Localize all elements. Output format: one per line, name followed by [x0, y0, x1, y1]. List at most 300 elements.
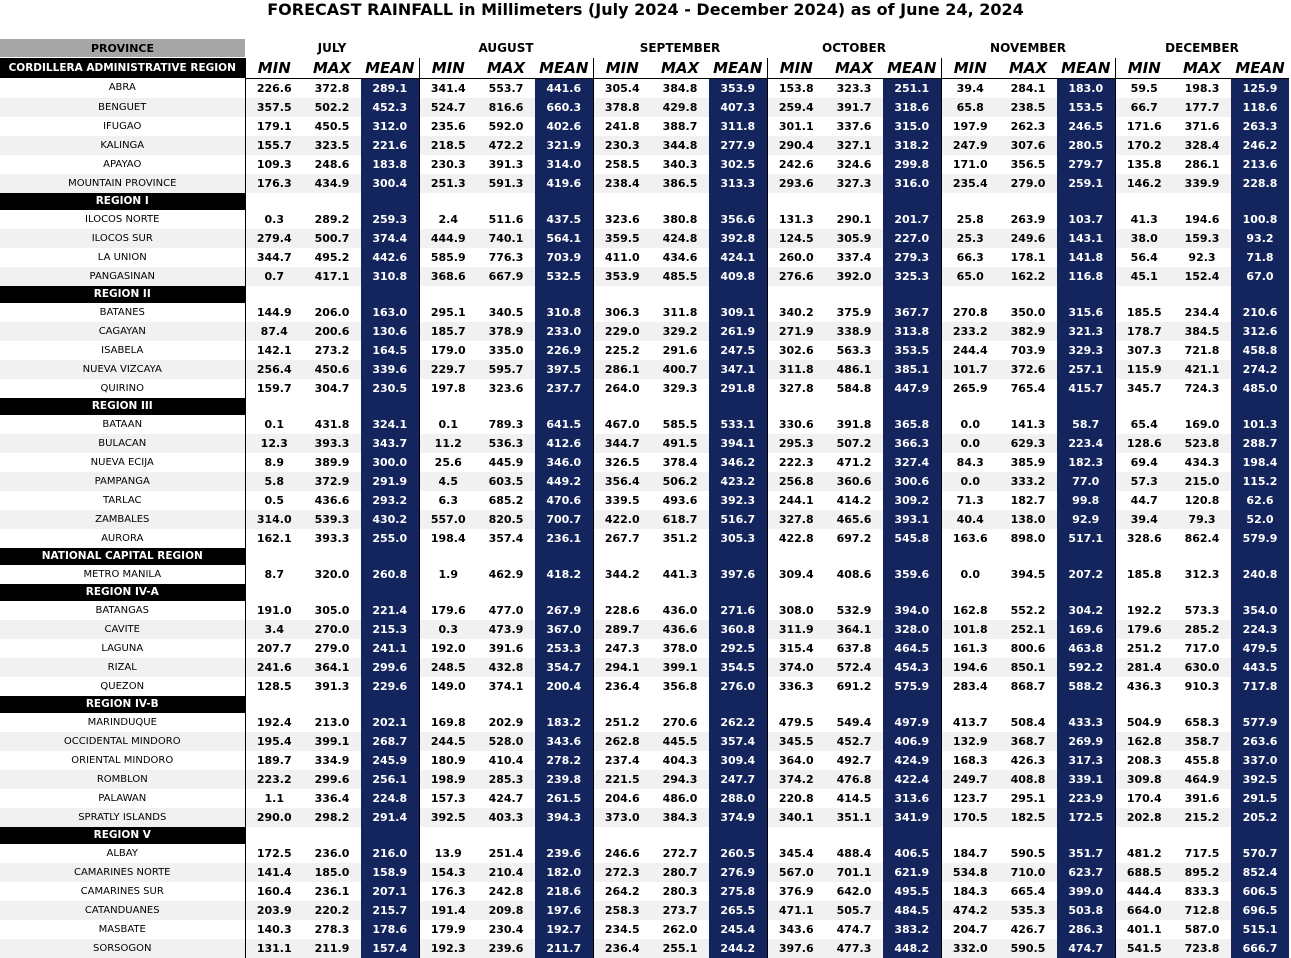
min-value: 142.1: [245, 341, 303, 360]
max-value: 391.3: [314, 679, 350, 693]
max-value: 356.8: [662, 679, 698, 693]
table-row: [0, 322, 1289, 341]
min-value: 131.1: [245, 939, 303, 958]
min-value: 314.0: [245, 510, 303, 529]
mean-value: 183.2: [535, 713, 593, 732]
mean-value: 339.6: [361, 360, 419, 379]
mean-value: 197.6: [535, 901, 593, 920]
province-name: ILOCOS SUR: [0, 229, 245, 248]
spacer-cell: [1115, 548, 1173, 565]
spacer-cell: [361, 584, 419, 601]
min-value: 192.2: [1115, 601, 1173, 620]
mean-value: 221.6: [361, 136, 419, 155]
table-row: [0, 770, 1289, 789]
max-value: 290.1: [836, 212, 872, 226]
min-value: 128.6: [1115, 434, 1173, 453]
max-value: 399.1: [651, 658, 709, 677]
min-value: 557.0: [419, 510, 477, 529]
mean-value: 312.0: [361, 117, 419, 136]
max-value: 436.0: [662, 603, 698, 617]
spacer-cell: [767, 398, 825, 415]
max-value: 592.0: [488, 119, 524, 133]
province-name: OCCIDENTAL MINDORO: [0, 732, 245, 751]
min-value: 192.4: [245, 713, 303, 732]
mean-value: 240.8: [1231, 565, 1289, 584]
min-value: 241.6: [245, 658, 303, 677]
mean-value: 329.3: [1057, 341, 1115, 360]
max-value: 329.3: [662, 381, 698, 395]
spacer-cell: [593, 696, 651, 713]
max-value: 665.4: [1010, 884, 1046, 898]
min-value: 222.3: [767, 453, 825, 472]
spacer-cell: [999, 827, 1057, 844]
max-value: 378.4: [662, 455, 698, 469]
mean-value: 452.3: [361, 98, 419, 117]
mean-value: 143.1: [1057, 229, 1115, 248]
max-value: 177.7: [1173, 98, 1231, 117]
spacer-cell: [361, 827, 419, 844]
region-row: [0, 286, 1289, 303]
mean-value: 532.5: [535, 267, 593, 286]
min-value: 327.8: [767, 510, 825, 529]
min-value: 327.8: [767, 379, 825, 398]
mean-value: 253.3: [535, 639, 593, 658]
min-value: 146.2: [1115, 174, 1173, 193]
spacer-cell: [245, 548, 303, 565]
max-value: 703.9: [1010, 343, 1046, 357]
max-value: 273.2: [314, 343, 350, 357]
min-value: 397.6: [767, 939, 825, 958]
max-value: 658.3: [1184, 715, 1220, 729]
max-value: 182.7: [1010, 493, 1046, 507]
province-name: AURORA: [101, 532, 144, 544]
table-row: [0, 808, 1289, 827]
month-header: NOVEMBER: [990, 41, 1066, 56]
mean-value: 394.1: [709, 434, 767, 453]
max-value: 79.3: [1173, 510, 1231, 529]
mean-value: 515.1: [1231, 920, 1289, 939]
mean-value: 100.8: [1231, 210, 1289, 229]
spacer-cell: [303, 548, 361, 565]
min-value: 262.8: [593, 732, 651, 751]
spacer-cell: [999, 548, 1057, 565]
spacer-cell: [1231, 398, 1289, 415]
spacer-cell: [303, 696, 361, 713]
spacer-cell: [1173, 398, 1231, 415]
province-name: NUEVA VIZCAYA: [0, 360, 245, 379]
min-value: 172.5: [245, 844, 303, 863]
mean-value: 484.5: [883, 901, 941, 920]
min-value: 4.5: [419, 472, 477, 491]
province-name: TARLAC: [102, 494, 142, 506]
province-name: SPRATLY ISLANDS: [0, 808, 245, 827]
max-value: 474.7: [836, 922, 872, 936]
min-value: 191.0: [245, 601, 303, 620]
province-name: ALBAY: [106, 847, 138, 859]
min-value: 295.3: [767, 434, 825, 453]
max-value: 789.3: [488, 417, 524, 431]
spacer-cell: [709, 286, 767, 303]
mean-value: 564.1: [535, 229, 593, 248]
mean-value: 130.6: [361, 322, 419, 341]
mean-value: 262.2: [709, 713, 767, 732]
spacer-cell: [1231, 584, 1289, 601]
province-name: ABRA: [108, 82, 136, 94]
mean-value: 351.7: [1057, 844, 1115, 863]
min-value: 0.1: [245, 415, 303, 434]
mean-value: 415.7: [1057, 379, 1115, 398]
mean-value: 392.5: [1231, 770, 1289, 789]
max-value: 386.5: [651, 174, 709, 193]
min-value: 170.5: [941, 808, 999, 827]
max-value: 424.8: [651, 229, 709, 248]
mean-value: 353.9: [709, 78, 767, 98]
mean-value: 359.6: [883, 565, 941, 584]
min-value: 153.8: [767, 78, 825, 98]
min-value: 71.3: [941, 491, 999, 510]
table-row: [0, 882, 1289, 901]
max-value: 740.1: [477, 229, 535, 248]
min-value: 471.1: [767, 901, 825, 920]
min-value: 184.3: [941, 882, 999, 901]
spacer-cell: [303, 286, 361, 303]
mean-value: 224.8: [361, 789, 419, 808]
mean-value: 239.6: [535, 844, 593, 863]
min-value: 132.9: [941, 732, 999, 751]
max-value: 336.4: [314, 791, 350, 805]
mean-value: 394.3: [535, 808, 593, 827]
min-value: 264.0: [593, 379, 651, 398]
max-value: 255.1: [651, 939, 709, 958]
min-value: 109.3: [245, 155, 303, 174]
min-value: 131.3: [767, 210, 825, 229]
mean-value: 182.3: [1057, 453, 1115, 472]
mean-value: 424.9: [883, 751, 941, 770]
max-value: 138.0: [999, 510, 1057, 529]
spacer-cell: [1115, 286, 1173, 303]
mean-value: 353.5: [883, 341, 941, 360]
min-value: 39.4: [941, 78, 999, 98]
min-value: 504.9: [1115, 713, 1173, 732]
spacer-cell: [825, 696, 883, 713]
spacer-cell: [1231, 193, 1289, 210]
spacer-cell: [883, 398, 941, 415]
region-row: [0, 398, 1289, 415]
max-value: 421.1: [1173, 360, 1231, 379]
min-value: 38.0: [1115, 229, 1173, 248]
max-value: 304.7: [314, 381, 350, 395]
min-value: 1.1: [245, 789, 303, 808]
spacer-cell: [767, 696, 825, 713]
mean-value: 259.3: [361, 210, 419, 229]
region-name: REGION V: [0, 827, 245, 844]
max-value: 374.1: [488, 679, 524, 693]
min-value: 311.8: [767, 360, 825, 379]
mean-value: 402.6: [535, 117, 593, 136]
region-row: [0, 584, 1289, 601]
table-row: [0, 529, 1289, 548]
spacer-cell: [999, 696, 1057, 713]
max-value: 230.4: [488, 922, 524, 936]
min-value: 135.8: [1115, 155, 1173, 174]
spacer-cell: [361, 398, 419, 415]
max-value: 492.7: [836, 753, 872, 767]
mean-value: 210.6: [1231, 303, 1289, 322]
max-value: 833.3: [1184, 884, 1220, 898]
mean-value: 278.2: [535, 751, 593, 770]
max-value: 462.9: [488, 567, 524, 581]
mean-value: 276.9: [709, 863, 767, 882]
spacer-cell: [941, 827, 999, 844]
province-name: ISABELA: [101, 344, 144, 356]
mean-value: 346.0: [535, 453, 593, 472]
spacer-cell: [245, 286, 303, 303]
mean-value: 99.8: [1057, 491, 1115, 510]
spacer-cell: [999, 193, 1057, 210]
spacer-cell: [825, 584, 883, 601]
max-value: 120.8: [1184, 493, 1220, 507]
mean-value: 267.9: [535, 601, 593, 620]
min-value: 65.0: [941, 267, 999, 286]
mean-value: 383.2: [883, 920, 941, 939]
mean-value: 441.6: [535, 78, 593, 98]
table-row: [0, 510, 1289, 529]
mean-value: 215.3: [361, 620, 419, 639]
spacer-cell: [245, 827, 303, 844]
min-value: 256.4: [245, 360, 303, 379]
min-value: 179.6: [419, 601, 477, 620]
max-value: 868.7: [1010, 679, 1046, 693]
min-value: 422.0: [593, 510, 651, 529]
mean-value: 464.5: [883, 639, 941, 658]
spacer-cell: [651, 827, 709, 844]
min-value: 260.0: [767, 248, 825, 267]
mean-value: 286.3: [1057, 920, 1115, 939]
max-value: 334.9: [314, 753, 350, 767]
spacer-cell: [883, 584, 941, 601]
min-value: 289.7: [593, 620, 651, 639]
mean-value: 346.2: [709, 453, 767, 472]
mean-value: 115.2: [1231, 472, 1289, 491]
max-value: 324.6: [836, 157, 872, 171]
mean-value: 183.8: [361, 155, 419, 174]
mean-value: 202.1: [361, 713, 419, 732]
mean-value: 533.1: [709, 415, 767, 434]
max-value: 471.2: [836, 455, 872, 469]
mean-value: 116.8: [1057, 267, 1115, 286]
mean-value: 52.0: [1231, 510, 1289, 529]
region-row: [0, 548, 1289, 565]
spacer-cell: [1057, 584, 1115, 601]
max-value: 603.5: [477, 472, 535, 491]
max-value: 721.8: [1184, 343, 1220, 357]
min-value: 326.5: [593, 453, 651, 472]
max-value: 573.3: [1184, 603, 1220, 617]
table-row: [0, 303, 1289, 322]
province-name: PALAWAN: [98, 792, 147, 804]
spacer-cell: [651, 584, 709, 601]
mean-value: 309.1: [709, 303, 767, 322]
spacer-cell: [535, 286, 593, 303]
month-header: JULY: [317, 41, 347, 56]
spacer-cell: [245, 584, 303, 601]
mean-value: 67.0: [1231, 267, 1289, 286]
min-value: 5.8: [245, 472, 303, 491]
mean-value: 575.9: [883, 677, 941, 696]
mean-value: 230.5: [361, 379, 419, 398]
spacer-cell: [535, 827, 593, 844]
max-value: 162.2: [999, 267, 1057, 286]
max-value: 414.5: [836, 791, 872, 805]
max-value: 248.6: [314, 157, 350, 171]
min-value: 160.4: [245, 882, 303, 901]
max-value: 820.5: [477, 510, 535, 529]
table-row: [0, 472, 1289, 491]
max-value: 476.8: [825, 770, 883, 789]
min-value: 185.8: [1115, 565, 1173, 584]
max-value: 289.2: [314, 212, 350, 226]
min-value: 236.4: [593, 939, 651, 958]
max-value: 236.1: [314, 884, 350, 898]
min-value: 270.8: [941, 303, 999, 322]
min-value: 159.7: [245, 379, 303, 398]
max-value: 152.4: [1173, 267, 1231, 286]
max-value: 249.6: [999, 229, 1057, 248]
min-value: 192.3: [419, 939, 477, 958]
table-row: [0, 601, 1289, 620]
max-value: 272.7: [662, 846, 698, 860]
max-value: 552.2: [1010, 603, 1046, 617]
min-value: 198.4: [419, 529, 477, 548]
max-value: 629.3: [999, 434, 1057, 453]
min-value: 309.8: [1115, 770, 1173, 789]
min-value: 302.6: [767, 341, 825, 360]
max-value: 333.2: [999, 472, 1057, 491]
spacer-cell: [1173, 193, 1231, 210]
max-value: 488.4: [836, 846, 872, 860]
min-value: 221.5: [593, 770, 651, 789]
mean-value: 300.4: [361, 174, 419, 193]
max-value: 238.5: [999, 98, 1057, 117]
max-value: 410.4: [488, 753, 524, 767]
table-row: [0, 434, 1289, 453]
max-value: 394.5: [1010, 567, 1046, 581]
spacer-cell: [941, 696, 999, 713]
province-name: CATANDUANES: [0, 901, 245, 920]
mean-value: 311.8: [709, 117, 767, 136]
max-value: 595.7: [477, 360, 535, 379]
min-value: 236.4: [593, 677, 651, 696]
mean-value: 62.6: [1231, 491, 1289, 510]
min-value: 179.1: [245, 117, 303, 136]
spacer-cell: [825, 827, 883, 844]
min-value: 179.9: [419, 920, 477, 939]
min-value: 276.6: [767, 267, 825, 286]
max-value: 637.8: [836, 641, 872, 655]
min-value: 271.9: [767, 322, 825, 341]
mean-value: 92.9: [1057, 510, 1115, 529]
spacer-cell: [941, 193, 999, 210]
rainfall-table: [0, 39, 1289, 958]
min-value: 373.0: [593, 808, 651, 827]
mean-value: 256.1: [361, 770, 419, 789]
mean-value: 423.2: [709, 472, 767, 491]
min-value: 176.3: [419, 882, 477, 901]
max-value: 262.0: [662, 922, 698, 936]
min-value: 265.9: [941, 379, 999, 398]
min-value: 534.8: [941, 863, 999, 882]
mean-value: 288.7: [1231, 434, 1289, 453]
mean-value: 291.8: [709, 379, 767, 398]
min-value: 84.3: [941, 453, 999, 472]
max-value: 486.1: [825, 360, 883, 379]
mean-value: 700.7: [535, 510, 593, 529]
mean-value: 58.7: [1057, 415, 1115, 434]
table-row: [0, 677, 1289, 696]
spacer-cell: [767, 193, 825, 210]
mean-value: 261.9: [709, 322, 767, 341]
spacer-cell: [825, 286, 883, 303]
mean-value: 280.5: [1057, 136, 1115, 155]
spacer-cell: [419, 398, 477, 415]
min-value: 45.1: [1115, 267, 1173, 286]
spacer-cell: [999, 398, 1057, 415]
province-name: BATANGAS: [95, 604, 149, 616]
mean-value: 394.0: [883, 601, 941, 620]
min-value: 184.7: [941, 844, 999, 863]
max-value: 434.6: [662, 250, 698, 264]
min-value: 57.3: [1115, 472, 1173, 491]
max-value: 572.4: [825, 658, 883, 677]
mean-value: 588.2: [1057, 677, 1115, 696]
min-value: 341.4: [419, 78, 477, 98]
max-value: 340.5: [488, 305, 524, 319]
min-value: 235.4: [941, 174, 999, 193]
max-value: 295.1: [1010, 791, 1046, 805]
mean-value: 366.3: [883, 434, 941, 453]
mean-value: 192.7: [535, 920, 593, 939]
mean-value: 485.0: [1231, 379, 1289, 398]
spacer-cell: [767, 827, 825, 844]
spacer-cell: [999, 584, 1057, 601]
table-row: [0, 78, 1289, 98]
mean-value: 227.0: [883, 229, 941, 248]
mean-value: 293.2: [361, 491, 419, 510]
max-value: 234.4: [1184, 305, 1220, 319]
min-value: 141.4: [245, 863, 303, 882]
mean-value: 257.1: [1057, 360, 1115, 379]
province-name: MOUNTAIN PROVINCE: [0, 174, 245, 193]
min-value: 242.6: [767, 155, 825, 174]
mean-value: 157.4: [361, 939, 419, 958]
min-value: 233.2: [941, 322, 999, 341]
mean-value: 263.3: [1231, 117, 1289, 136]
min-value: 344.2: [593, 565, 651, 584]
mean-value: 271.6: [709, 601, 767, 620]
max-value: 553.7: [488, 81, 524, 95]
max-value: 159.3: [1173, 229, 1231, 248]
min-value: 256.8: [767, 472, 825, 491]
mean-value: 279.7: [1057, 155, 1115, 174]
mean-value: 454.3: [883, 658, 941, 677]
mean-value: 448.2: [883, 939, 941, 958]
max-value: 910.3: [1184, 679, 1220, 693]
mean-value: 397.5: [535, 360, 593, 379]
table-row: [0, 939, 1289, 958]
mean-value: 321.3: [1057, 322, 1115, 341]
min-value: 185.5: [1115, 303, 1173, 322]
max-value: 465.6: [825, 510, 883, 529]
